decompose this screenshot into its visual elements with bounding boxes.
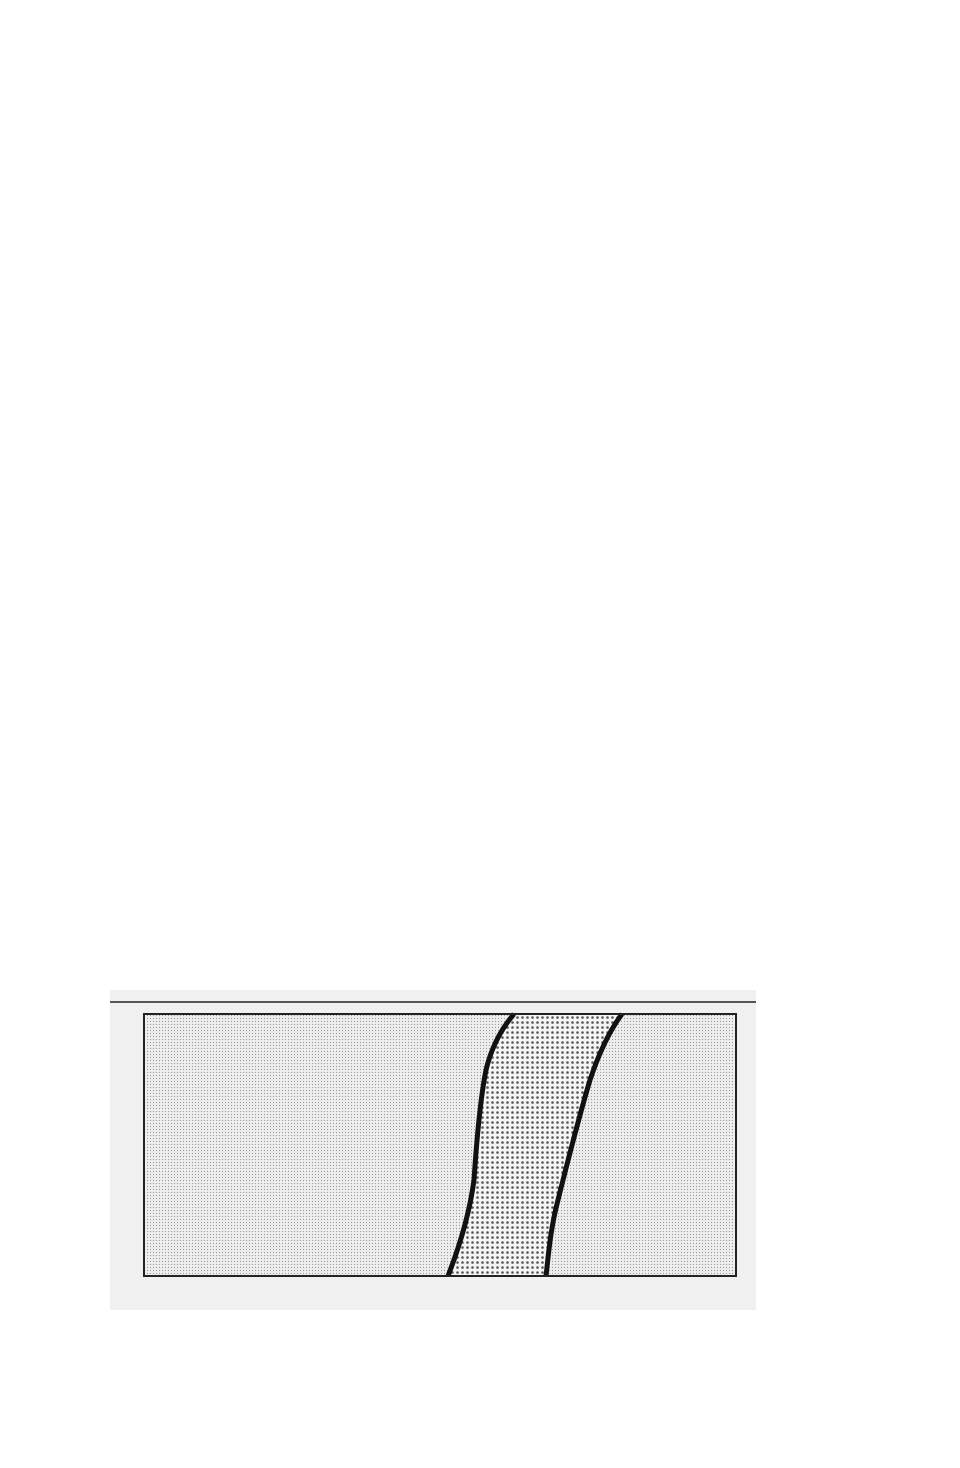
plot-area — [144, 1014, 736, 1276]
grain-size-chart — [110, 990, 756, 1310]
grain-size-figure — [110, 990, 756, 1310]
